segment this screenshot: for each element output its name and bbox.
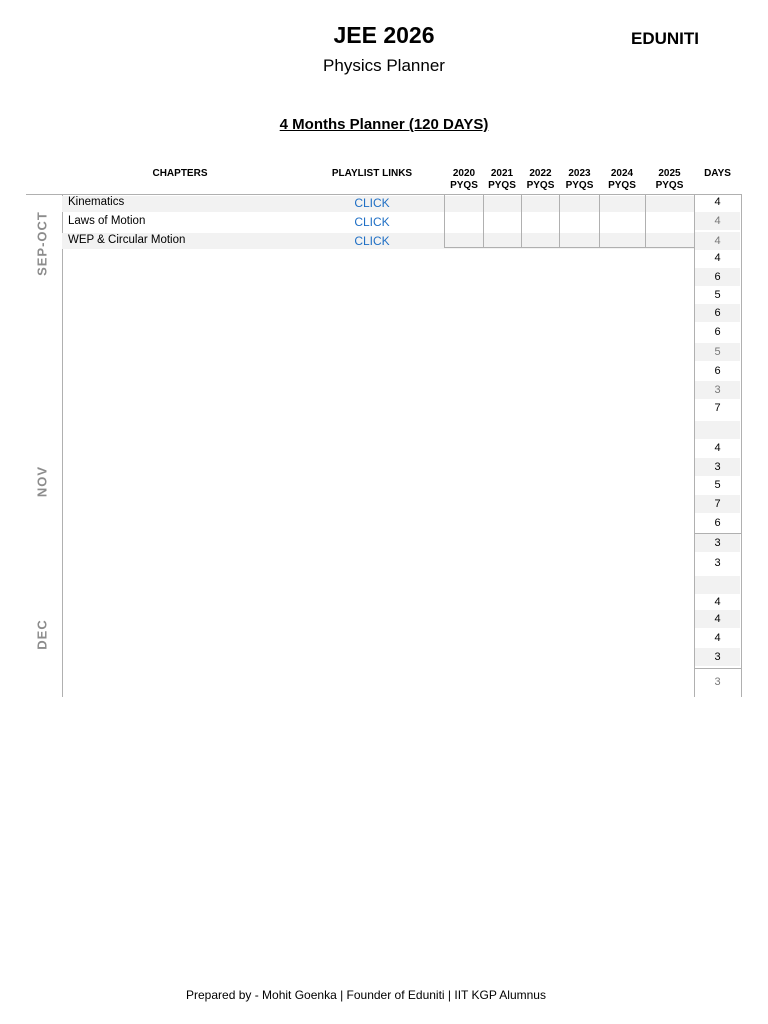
days-cell: 3 — [695, 534, 740, 552]
days-column-right-border — [741, 194, 742, 697]
header-playlist-links: PLAYLIST LINKS — [331, 168, 413, 179]
days-cell: 4 — [714, 442, 721, 454]
planner-heading: 4 Months Planner (120 DAYS) — [279, 116, 489, 133]
days-cell: 4 — [714, 632, 721, 644]
days-cell: 3 — [714, 557, 721, 569]
days-cell: 4 — [695, 232, 740, 250]
days-cell: 4 — [714, 252, 721, 264]
footer-credit: Prepared by - Mohit Goenka | Founder of Eduniti | IIT KGP Alumnus — [186, 988, 546, 1002]
days-cell: 3 — [695, 381, 740, 399]
pyq-grid-line — [483, 194, 484, 248]
brand-name: EDUNITI — [631, 29, 699, 48]
days-cell: 5 — [714, 479, 721, 491]
days-cell: 3 — [714, 676, 721, 688]
days-cell: 6 — [714, 517, 721, 529]
month-label-sep-oct: SEP-OCT — [34, 211, 50, 276]
days-cell: 6 — [695, 304, 740, 322]
days-cell — [695, 421, 740, 439]
pyq-grid-line — [599, 194, 600, 248]
days-cell: 7 — [695, 495, 740, 513]
month-label-nov: NOV — [34, 465, 50, 498]
days-cell: 5 — [714, 289, 721, 301]
days-cell: 7 — [714, 402, 721, 414]
header-pyqs-2024: 2024 PYQS — [608, 168, 636, 191]
header-pyqs-2023: 2023 PYQS — [565, 168, 594, 191]
header-days: DAYS — [704, 168, 731, 179]
days-cell: 6 — [695, 268, 740, 286]
playlist-link[interactable]: CLICK — [354, 196, 390, 210]
header-chapters: CHAPTERS — [152, 168, 208, 179]
month-column-border — [62, 194, 63, 697]
days-cell: 3 — [695, 648, 740, 666]
days-cell: 4 — [695, 610, 740, 628]
pyq-grid-line — [559, 194, 560, 248]
pyq-grid-line — [444, 194, 445, 248]
days-cell: 6 — [714, 365, 721, 377]
playlist-link[interactable]: CLICK — [354, 215, 390, 229]
chapter-name: Kinematics — [68, 196, 125, 208]
chapter-name: Laws of Motion — [68, 215, 146, 227]
days-divider — [694, 668, 742, 669]
days-cell: 4 — [714, 196, 721, 208]
pyq-grid-line — [645, 194, 646, 248]
header-pyqs-2022: 2022 PYQS — [526, 168, 555, 191]
days-cell: 5 — [695, 343, 740, 361]
chapter-name: WEP & Circular Motion — [68, 234, 186, 246]
days-cell — [695, 576, 740, 594]
days-cell: 4 — [695, 212, 740, 230]
header-pyqs-2021: 2021 PYQS — [488, 168, 516, 191]
header-pyqs-2020: 2020 PYQS — [450, 168, 478, 191]
days-cell: 6 — [714, 326, 721, 338]
playlist-link[interactable]: CLICK — [354, 234, 390, 248]
days-cell: 4 — [714, 596, 721, 608]
page-subtitle: Physics Planner — [323, 56, 445, 75]
month-label-dec: DEC — [34, 619, 50, 650]
header-pyqs-2025: 2025 PYQS — [655, 168, 684, 191]
pyq-grid-line — [521, 194, 522, 248]
days-cell: 3 — [695, 458, 740, 476]
page-title: JEE 2026 — [333, 22, 435, 48]
pyq-grid-bottom — [444, 247, 694, 248]
days-divider — [694, 533, 742, 534]
